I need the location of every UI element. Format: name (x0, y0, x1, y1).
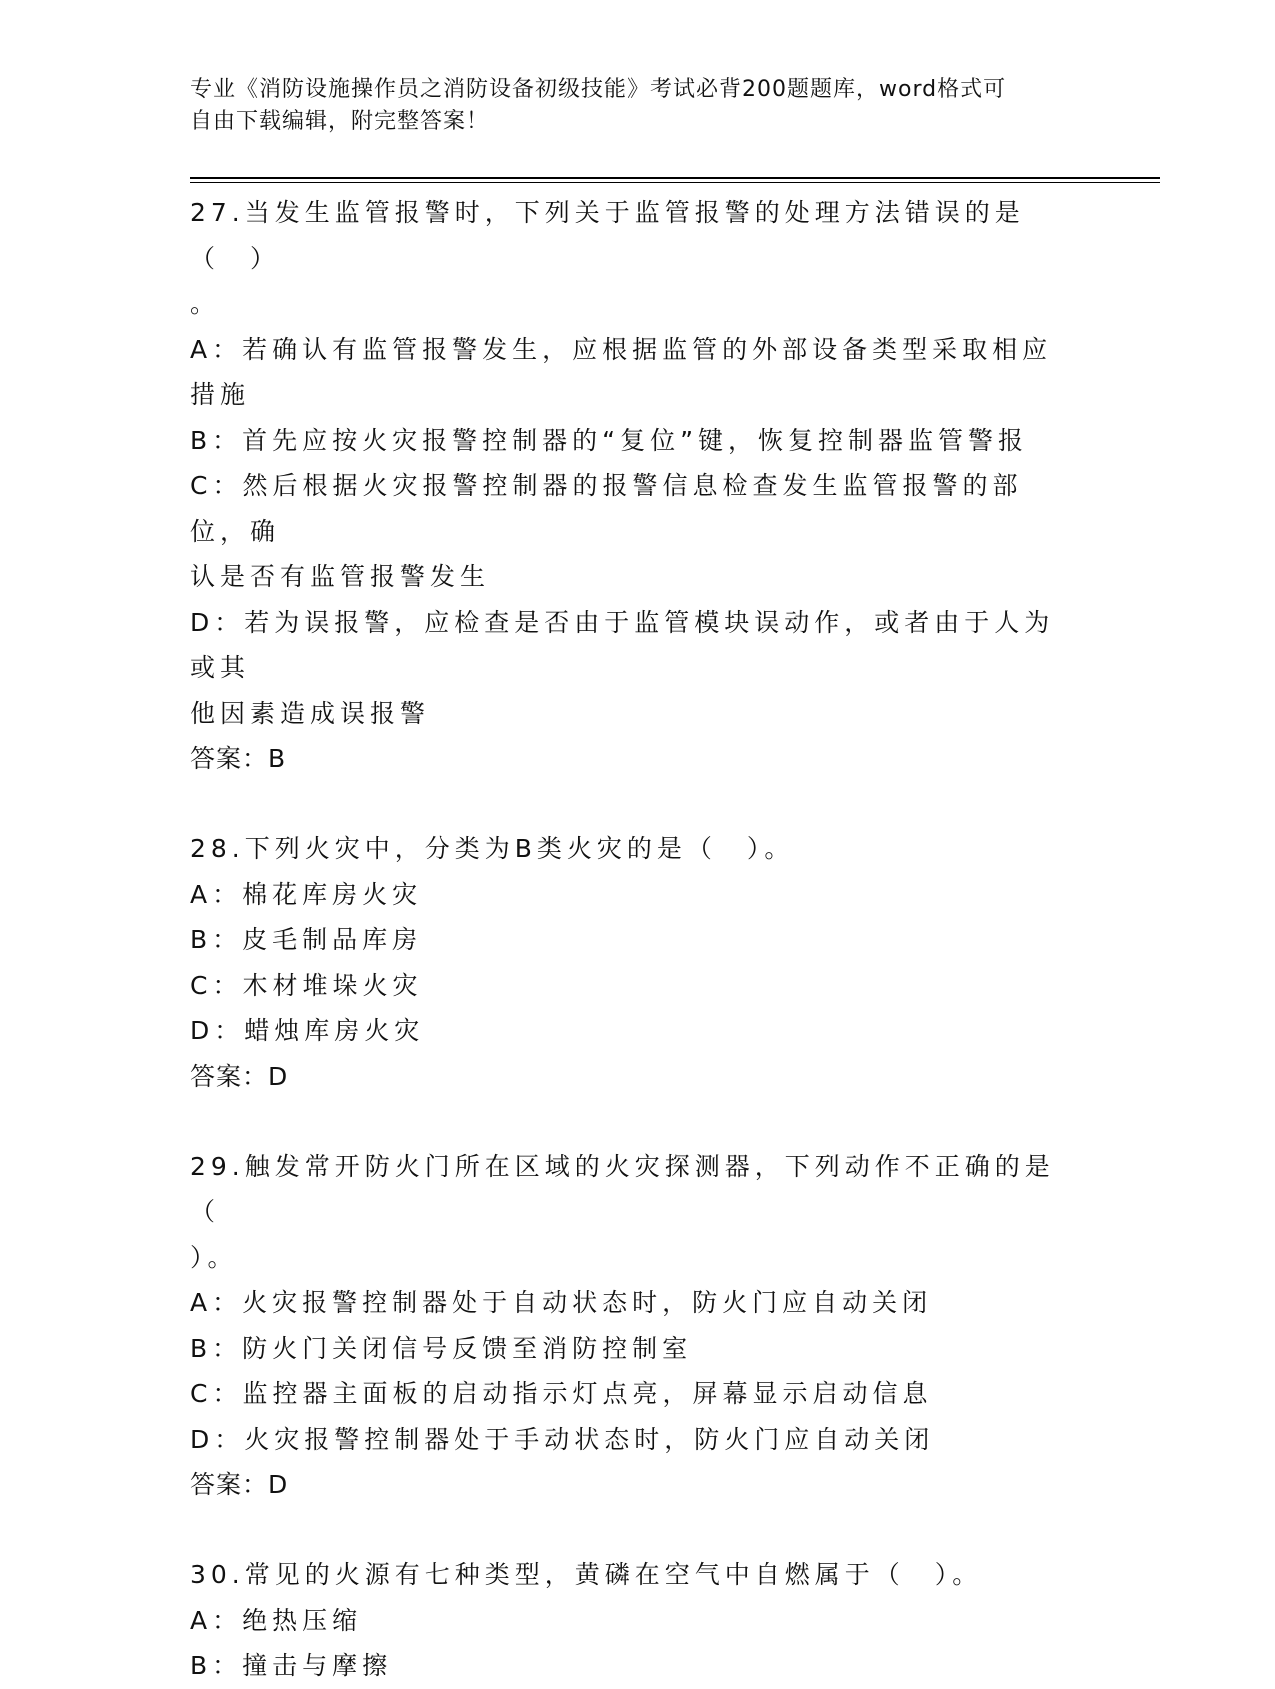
question-stem: 30.常见的火源有七种类型，黄磷在空气中自燃属于（ ）。 (190, 1560, 983, 1589)
option-d: D：火灾报警控制器处于手动状态时，防火门应自动关闭 (190, 1424, 935, 1454)
header-divider-thin (190, 182, 1160, 183)
option-b: B：防火门关闭信号反馈至消防控制室 (190, 1333, 693, 1363)
option-b: B：首先应按火灾报警控制器的“复位”键，恢复控制器监管警报 (190, 425, 1029, 455)
answer-label: 答案：D (190, 1470, 289, 1499)
option-a: A：绝热压缩 (190, 1605, 363, 1635)
question-stem: 28.下列火灾中，分类为B类火灾的是（ ）。 (190, 834, 795, 863)
answer-label: 答案：D (190, 1061, 289, 1091)
option-a: A：棉花库房火灾 (190, 879, 423, 909)
document-header: 专业《消防设施操作员之消防设备初级技能》考试必背200题题库，word格式可 自由下载编辑，附完整答案！ (190, 77, 1007, 134)
question-stem: 29.触发常开防火门所在区域的火灾探测器，下列动作不正确的是（ ）。 (190, 1151, 1055, 1272)
question-27 (190, 190, 1080, 782)
option-a: A：火灾报警控制器处于自动状态时，防火门应自动关闭 (190, 1288, 933, 1317)
question-spacer (190, 782, 1080, 826)
option-c: C：木材堆垛火灾 (190, 970, 423, 1000)
question-stem: 27.当发生监管报警时，下列关于监管报警的处理方法错误的是（ ） 。 (190, 198, 1025, 318)
option-b: B：撞击与摩擦 (190, 1651, 393, 1680)
question-30 (190, 1552, 1080, 1689)
question-29 (190, 1144, 1080, 1509)
answer-label: 答案：B (190, 744, 287, 773)
question-spacer (190, 1508, 1080, 1552)
option-b: B：皮毛制品库房 (190, 925, 423, 954)
option-a: A：若确认有监管报警发生，应根据监管的外部设备类型采取相应措施 (190, 334, 1053, 409)
option-c: C：然后根据火灾报警控制器的报警信息检查发生监管报警的部位，确 认是否有监管报警发生 (190, 471, 1023, 591)
header-divider-thick (190, 177, 1160, 179)
question-spacer (190, 1100, 1080, 1144)
question-28 (190, 826, 1080, 1100)
option-d: D：蜡烛库房火灾 (190, 1016, 425, 1045)
question-list (190, 190, 1080, 1689)
option-c: C：监控器主面板的启动指示灯点亮，屏幕显示启动信息 (190, 1379, 933, 1408)
option-d: D：若为误报警，应检查是否由于监管模块误动作，或者由于人为或其 他因素造成误报警 (190, 607, 1055, 728)
